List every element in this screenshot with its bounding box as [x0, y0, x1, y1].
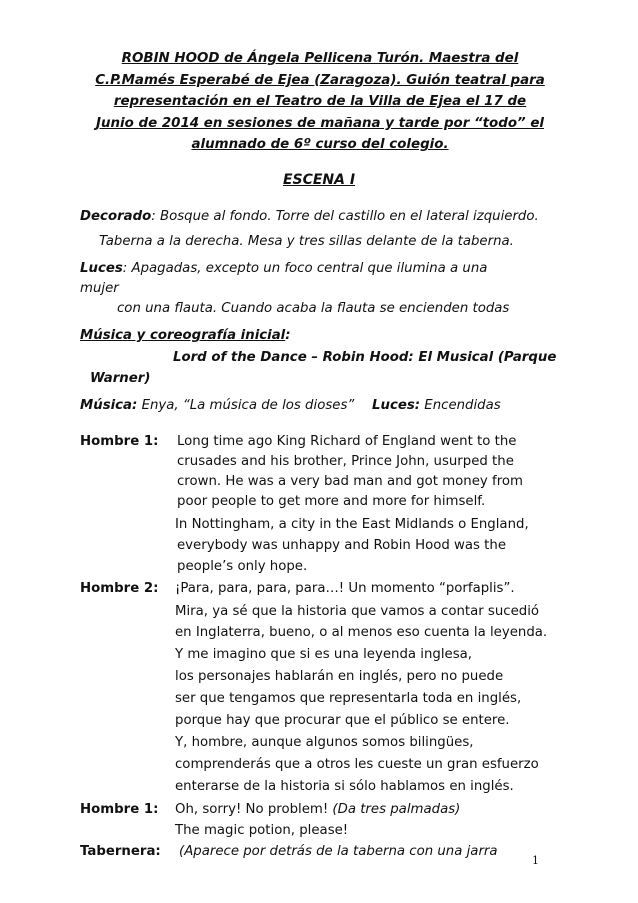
- dialogue-line: enterarse de la historia si sólo hablamos en inglés.: [175, 779, 514, 794]
- speaker-hombre-1: Hombre 1:: [80, 802, 159, 817]
- dialogue-line: ser que tengamos que representarla toda en inglés,: [175, 691, 522, 706]
- luces-encendidas-line: [372, 396, 501, 415]
- title-line: alumnado de 6º curso del colegio.: [191, 137, 449, 153]
- dialogue-line: Y, hombre, aunque algunos somos bilingües,: [175, 735, 474, 750]
- musica-coreografia-label: Música y coreografía inicial: [80, 328, 286, 343]
- scene-heading: ESCENA I: [282, 172, 356, 188]
- dialogue-line: people’s only hope.: [177, 559, 308, 574]
- musica-coreografia-colon: :: [285, 328, 291, 343]
- dialogue-line: ¡Para, para, para, para…! Un momento “porfaplis”.: [175, 581, 515, 596]
- speaker-tabernera: Tabernera:: [80, 844, 161, 859]
- dialogue-line: In Nottingham, a city in the East Midlands o England,: [175, 517, 529, 532]
- musica-coreografia-line-2: Warner): [90, 371, 151, 386]
- luces-line-2: mujer: [80, 281, 119, 296]
- decorado-line-2: Taberna a la derecha. Mesa y tres sillas delante de la taberna.: [99, 234, 514, 249]
- decorado-label: Decorado: [80, 209, 152, 224]
- dialogue-line: The magic potion, please!: [175, 823, 349, 838]
- musica-label: Música:: [80, 398, 138, 413]
- luces-encendidas-value: Encendidas: [420, 398, 501, 413]
- title-line: ROBIN HOOD de Ángela Pellicena Turón. Maestra del: [121, 51, 519, 66]
- document-title: [70, 48, 570, 156]
- dialogue-line: Mira, ya sé que la historia que vamos a contar sucedió: [175, 604, 540, 619]
- dialogue-line: porque hay que procurar que el público se entere.: [175, 713, 510, 728]
- speaker-hombre-2: Hombre 2:: [80, 581, 159, 596]
- stage-direction: (Da tres palmadas): [332, 802, 461, 817]
- dialogue-line: comprenderás que a otros les cueste un gran esfuerzo: [175, 757, 539, 772]
- luces-encendidas-label: Luces:: [372, 398, 421, 413]
- luces-label: Luces: [80, 261, 123, 276]
- musica-coreografia-line-1: Lord of the Dance – Robin Hood: El Musical (Parque: [173, 350, 557, 365]
- dialogue-line: everybody was unhappy and Robin Hood was the: [177, 538, 507, 553]
- title-line: representación en el Teatro de la Villa de Ejea el 17 de: [113, 94, 527, 110]
- musica-line: [80, 396, 354, 415]
- dialogue-line: poor people to get more and more for himself.: [177, 494, 486, 509]
- dialogue-line: Long time ago King Richard of England went to the: [177, 434, 517, 449]
- dialogue-line: crown. He was a very bad man and got money from: [177, 474, 523, 489]
- luces-line-3: con una flauta. Cuando acaba la flauta se encienden todas: [117, 301, 510, 316]
- speaker-hombre-1: Hombre 1:: [80, 434, 159, 449]
- luces-text: : Apagadas, excepto un foco central que ilumina a una: [122, 261, 488, 276]
- decorado-line: [80, 207, 539, 226]
- dialogue-line: crusades and his brother, Prince John, usurped the: [177, 454, 514, 469]
- title-line: Junio de 2014 en sesiones de mañana y tarde por “todo” el: [96, 115, 544, 131]
- luces-line: [80, 259, 487, 278]
- title-line: C.P.Mamés Esperabé de Ejea (Zaragoza). Guión teatral para: [95, 72, 545, 88]
- dialogue-line: en Inglaterra, bueno, o al menos eso cuenta la leyenda.: [175, 625, 548, 640]
- musica-coreografia-line: [80, 326, 291, 345]
- dialogue-text: Oh, sorry! No problem!: [175, 802, 333, 817]
- stage-direction: (Aparece por detrás de la taberna con una jarra: [179, 844, 498, 859]
- dialogue-line: Y me imagino que si es una leyenda inglesa,: [175, 647, 473, 662]
- dialogue-line: [175, 800, 460, 819]
- musica-value: Enya, “La música de los dioses”: [137, 398, 355, 413]
- decorado-text: : Bosque al fondo. Torre del castillo en el lateral izquierdo.: [151, 209, 539, 224]
- dialogue-line: los personajes hablarán en inglés, pero no puede: [175, 669, 504, 684]
- page-number: 1: [532, 854, 539, 867]
